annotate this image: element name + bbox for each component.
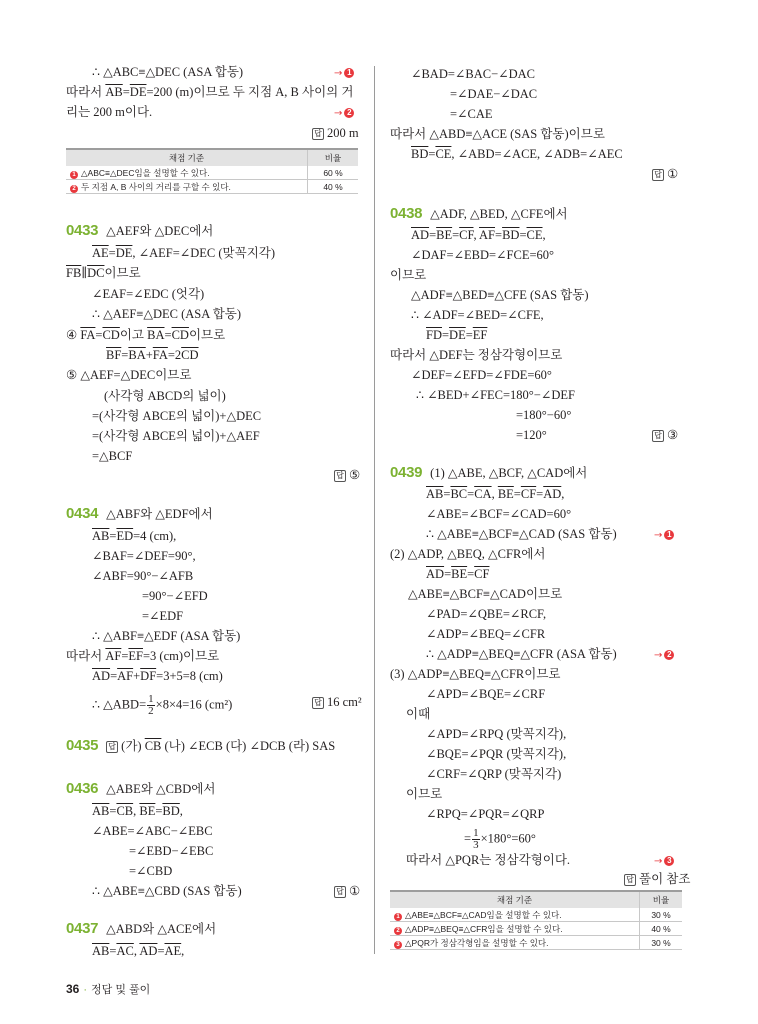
text-line: $\overline{FB}\parallel\overline{DC}$이므로 bbox=[66, 266, 141, 280]
answer-box-icon: 답 bbox=[312, 697, 324, 709]
fraction: $\frac{1}{3}$ bbox=[473, 827, 479, 851]
text-line: =∠DAE−∠DAC bbox=[450, 87, 538, 101]
text-line: ∴ △AEF≡△DEC (ASA 합동) bbox=[92, 307, 242, 321]
text-line: ∴ △ABD= $\frac{1}{2}$ ×8×4=16 (cm²) bbox=[92, 693, 233, 717]
text-line: ∴ △ABC≡△DEC (ASA 합동) bbox=[92, 65, 244, 79]
problem-0436-header: 0436 △ABE와 △CBD에서 bbox=[66, 780, 216, 797]
text-line: =∠EBD−∠EBC bbox=[129, 844, 214, 858]
text-line: (3) △ADP≡△BEQ≡△CFR이므로 bbox=[390, 667, 561, 681]
text-line: ∠ABE=∠ABC−∠EBC bbox=[92, 824, 213, 838]
page-number: 36 bbox=[66, 982, 80, 996]
text-line: ∠DEF=∠EFD=∠FDE=60° bbox=[411, 368, 552, 382]
text-line: ∠APD=∠RPQ (맞꼭지각), bbox=[426, 727, 567, 741]
fraction: $\frac{1}{2}$ bbox=[148, 693, 154, 717]
answer: 답 200 m bbox=[312, 125, 359, 141]
table-row: 2 두 지점 A, B 사이의 거리를 구할 수 있다. 40 % bbox=[66, 180, 358, 194]
answer-box-icon: 답 bbox=[652, 430, 664, 442]
answer: 답 ③ bbox=[652, 427, 678, 443]
text-line: $\overline{FD}=\overline{DE}=\overline{EF}$ bbox=[426, 328, 488, 342]
text-line: $\overline{BF}=\overline{BA}+\overline{FA}=2\overline{CD}$ bbox=[106, 348, 199, 362]
text-line: =∠EDF bbox=[142, 609, 184, 623]
text-line: $\overline{AD}=\overline{AF}+\overline{DF}=3+5=8$ (cm) bbox=[92, 669, 223, 683]
step-marker-1: → 1 bbox=[654, 526, 674, 544]
answer-box-icon: 답 bbox=[334, 470, 346, 482]
text-line: ∴ △ADP≡△BEQ≡△CFR (ASA 합동) bbox=[426, 647, 617, 661]
text-line: $\overline{AB}=\overline{CB}$, $\overline{BE}=\overline{BD}$, bbox=[92, 804, 183, 818]
text-line: ∴ ∠BED+∠FEC=180°−∠DEF bbox=[416, 388, 575, 402]
text-line: ∠ABF=90°−∠AFB bbox=[92, 569, 194, 583]
text-line: $\overline{AD}=\overline{BE}=\overline{CF}$, $\overline{AF}=\overline{BD}=\overline{CE}$, bbox=[411, 228, 546, 242]
text-line: ∠PAD=∠QBE=∠RCF, bbox=[426, 607, 547, 621]
text-line: △ABE≡△BCF≡△CAD이므로 bbox=[408, 587, 563, 601]
problem-number: 0437 bbox=[66, 920, 99, 937]
answer: 답 16 cm² bbox=[312, 694, 362, 710]
text-line: =∠CAE bbox=[450, 107, 493, 121]
footer-title: 정답 및 풀이 bbox=[91, 984, 151, 996]
text-line: $\overline{AE}=\overline{DE}$, ∠AEF=∠DEC (맞꼭지각) bbox=[92, 246, 276, 260]
text-line: ∠DAF=∠EBD=∠FCE=60° bbox=[411, 248, 554, 262]
problem-number: 0439 bbox=[390, 464, 423, 481]
text-line: ∴ △ABE≡△BCF≡△CAD (SAS 합동) bbox=[426, 527, 617, 541]
step-marker-2: → 2 bbox=[334, 104, 354, 122]
text-line: =(사각형 ABCE의 넓이)+△AEF bbox=[92, 429, 260, 443]
text-line: = $\frac{1}{3}$ ×180°=60° bbox=[464, 827, 536, 851]
text-line: 따라서 △PQR는 정삼각형이다. bbox=[406, 853, 571, 867]
text-line: =∠CBD bbox=[129, 864, 173, 878]
text-line: =△BCF bbox=[92, 449, 133, 463]
text-line: ∠EAF=∠EDC (엇각) bbox=[92, 287, 205, 301]
step-marker-3: → 3 bbox=[654, 852, 674, 870]
problem-0435: 0435 답 (가) $\overline{CB}$ (나) ∠ECB (다) ∠DCB (라) SAS bbox=[66, 737, 336, 754]
answer: 답 ① bbox=[652, 166, 678, 182]
scoring-table bbox=[66, 148, 358, 194]
answer-box-icon: 답 bbox=[106, 741, 118, 753]
text-line: ∴ △ABF≡△EDF (ASA 합동) bbox=[92, 629, 241, 643]
answer: 답 ① bbox=[334, 883, 360, 899]
criteria-header: 채점 기준 bbox=[390, 891, 640, 908]
text-line: 이때 bbox=[406, 707, 431, 721]
text-line: ∠BAD=∠BAC−∠DAC bbox=[411, 67, 536, 81]
text-line: ∠APD=∠BQE=∠CRF bbox=[426, 687, 546, 701]
answer-box-icon: 답 bbox=[312, 128, 324, 140]
scoring-table bbox=[390, 890, 682, 950]
column-divider bbox=[374, 66, 375, 954]
problem-number: 0433 bbox=[66, 222, 99, 239]
problem-number: 0434 bbox=[66, 505, 99, 522]
text-line: 따라서 $\overline{AF}=\overline{EF}=3$ (cm)이므로 bbox=[66, 649, 220, 663]
problem-0434-header: 0434 △ABF와 △EDF에서 bbox=[66, 505, 213, 522]
answer-box-icon: 답 bbox=[334, 886, 346, 898]
text-line: =(사각형 ABCE의 넓이)+△DEC bbox=[92, 409, 262, 423]
text-line: 리는 200 m이다. bbox=[66, 105, 153, 119]
problem-number: 0436 bbox=[66, 780, 99, 797]
text-line: =90°−∠EFD bbox=[142, 589, 208, 603]
text-line: 따라서 $\overline{AB}=\overline{DE}=200$ (m)이므로 두 지점 A, B 사이의 거 bbox=[66, 85, 354, 99]
text-line: $\overline{BD}=\overline{CE}$, ∠ABD=∠ACE, ∠ADB=∠AEC bbox=[411, 147, 623, 161]
text-line: ∴ ∠ADF=∠BED=∠CFE, bbox=[411, 308, 544, 322]
problem-0438-header: 0438 △ADF, △BED, △CFE에서 bbox=[390, 205, 568, 222]
problem-0433-header: 0433 △AEF와 △DEC에서 bbox=[66, 222, 214, 239]
table-row: 3 △PQR가 정삼각형임을 설명할 수 있다. 30 % bbox=[390, 936, 682, 950]
text-line: 이므로 bbox=[390, 268, 427, 282]
answer: 답 풀이 참조 bbox=[624, 871, 690, 887]
text-line: =120° bbox=[516, 428, 547, 442]
text-line: ∠RPQ=∠PQR=∠QRP bbox=[426, 807, 545, 821]
page-footer: 36 · 정답 및 풀이 bbox=[66, 982, 151, 996]
text-line: ⑤ △AEF=△DEC이므로 bbox=[66, 368, 192, 382]
ratio-header: 비율 bbox=[308, 149, 359, 166]
text-line: 이므로 bbox=[406, 787, 443, 801]
problem-0439-header: 0439 (1) △ABE, △BCF, △CAD에서 bbox=[390, 464, 588, 481]
text-line: ∠BAF=∠DEF=90°, bbox=[92, 549, 196, 563]
text-line: ∠ABE=∠BCF=∠CAD=60° bbox=[426, 507, 572, 521]
text-line: $\overline{AD}=\overline{BE}=\overline{CF}$ bbox=[426, 567, 490, 581]
text-line: (사각형 ABCD의 넓이) bbox=[104, 389, 226, 403]
criteria-header: 채점 기준 bbox=[66, 149, 308, 166]
answer-box-icon: 답 bbox=[652, 169, 664, 181]
text-line: ∠CRF=∠QRP (맞꼭지각) bbox=[426, 767, 562, 781]
text-line: △ADF≡△BED≡△CFE (SAS 합동) bbox=[411, 288, 589, 302]
step-marker-1: → 1 bbox=[334, 64, 354, 82]
problem-0437-header: 0437 △ABD와 △ACE에서 bbox=[66, 920, 217, 937]
answer: 답 ⑤ bbox=[334, 467, 360, 483]
table-row: 1 △ABE≡△BCF≡△CAD임을 설명할 수 있다. 30 % bbox=[390, 908, 682, 922]
text-line: =180°−60° bbox=[516, 408, 572, 422]
text-line: 따라서 △DEF는 정삼각형이므로 bbox=[390, 348, 563, 362]
text-line: $\overline{AB}=\overline{ED}=4$ (cm), bbox=[92, 529, 177, 543]
text-line: $\overline{AB}=\overline{BC}=\overline{CA}$, $\overline{BE}=\overline{CF}=\overline{AD}$, bbox=[426, 487, 565, 501]
problem-number: 0435 bbox=[66, 737, 99, 754]
text-line: ∴ △ABE≡△CBD (SAS 합동) bbox=[92, 884, 242, 898]
step-marker-2: → 2 bbox=[654, 646, 674, 664]
ratio-header: 비율 bbox=[640, 891, 683, 908]
text-line: 따라서 △ABD≡△ACE (SAS 합동)이므로 bbox=[390, 127, 605, 141]
problem-number: 0438 bbox=[390, 205, 423, 222]
text-line: ∠ADP=∠BEQ=∠CFR bbox=[426, 627, 546, 641]
text-line: $\overline{AB}=\overline{AC}$, $\overline{AD}=\overline{AE}$, bbox=[92, 944, 185, 958]
text-line: (2) △ADP, △BEQ, △CFR에서 bbox=[390, 547, 546, 561]
text-line: ④ $\overline{FA}=\overline{CD}$이고 $\overline{BA}=\overline{CD}$이므로 bbox=[66, 328, 226, 342]
table-row: 1 △ABC≡△DEC임을 설명할 수 있다. 60 % bbox=[66, 166, 358, 180]
table-row: 2 △ADP≡△BEQ≡△CFR임을 설명할 수 있다. 40 % bbox=[390, 922, 682, 936]
text-line: ∠BQE=∠PQR (맞꼭지각), bbox=[426, 747, 567, 761]
answer-box-icon: 답 bbox=[624, 874, 636, 886]
